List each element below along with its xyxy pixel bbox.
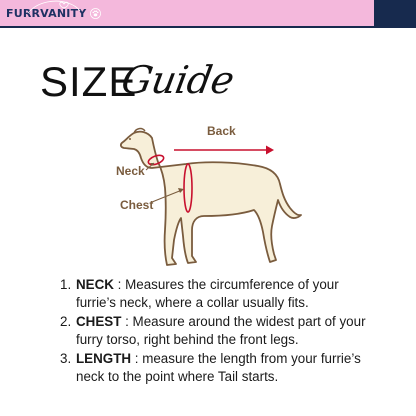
instruction-item (60, 350, 380, 386)
back-label: Back (207, 124, 236, 138)
title-size: SIZE (40, 58, 138, 105)
neck-label: Neck (116, 164, 145, 178)
instruction-term: CHEST (76, 314, 122, 329)
instruction-number: 3. (60, 351, 72, 366)
instruction-term: LENGTH (76, 351, 132, 366)
instruction-item (60, 313, 380, 349)
instruction-text: : Measure around the widest part of your furry torso, right behind the front legs. (76, 314, 366, 347)
instruction-term: NECK (76, 277, 114, 292)
back-arrowhead (266, 146, 274, 155)
chest-label: Chest (120, 198, 154, 212)
dog-eye (129, 138, 131, 140)
title-guide-script: Guide (118, 58, 238, 102)
instruction-text: : measure the length from your furrie’s neck to the point where Tail starts. (76, 351, 361, 384)
instruction-number: 1. (60, 277, 72, 292)
header-accent-block (374, 0, 416, 26)
paw-icon (90, 8, 101, 19)
header-divider (0, 26, 416, 28)
heart-outline-icon (24, 0, 82, 17)
instruction-text: : Measures the circumference of your furrie’s neck, where a collar usually fits. (76, 277, 339, 310)
instruction-number: 2. (60, 314, 72, 329)
brand-name: FURRVANITY (6, 7, 87, 20)
instruction-item (60, 276, 380, 312)
measurement-instructions (60, 276, 380, 387)
brand-logo[interactable] (6, 5, 86, 23)
